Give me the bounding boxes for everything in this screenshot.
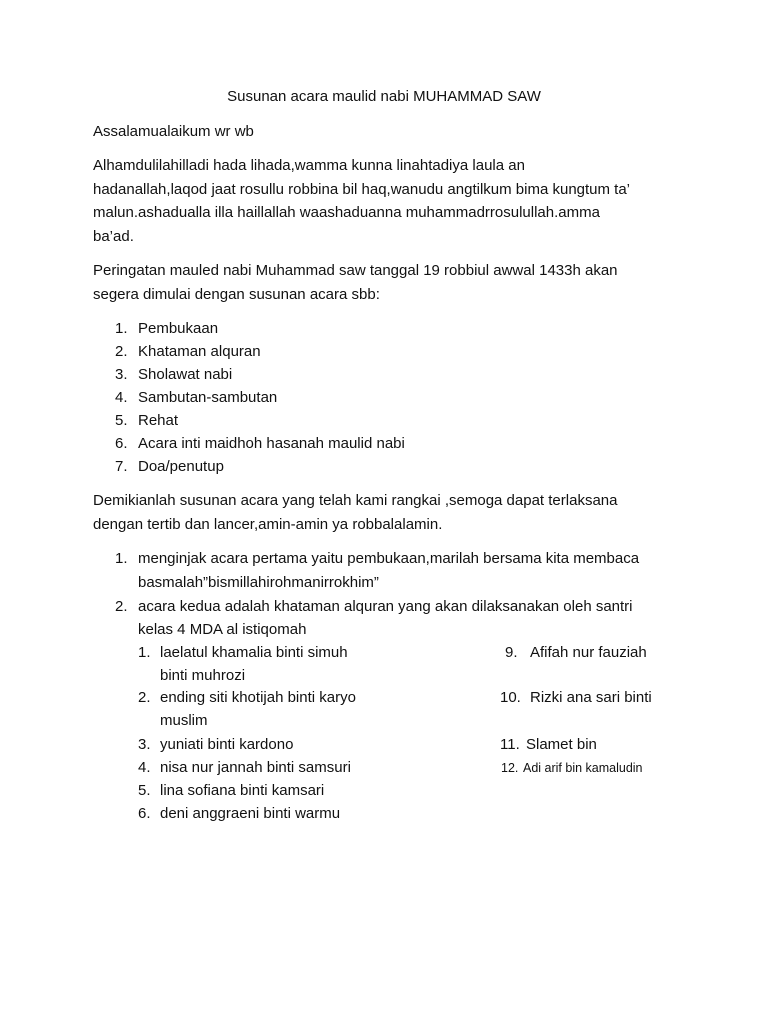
santri-number: 4.: [138, 759, 151, 776]
santri-number: 1.: [138, 644, 151, 661]
agenda-item: Sambutan-sambutan: [138, 389, 278, 406]
santri-name: yuniati binti kardono: [160, 736, 294, 753]
santri-number: 5.: [138, 782, 151, 799]
greeting: Assalamualaikum wr wb: [93, 123, 254, 140]
agenda-number: 3.: [115, 366, 128, 383]
agenda-number: 6.: [115, 435, 128, 452]
santri-number: 9.: [505, 644, 518, 661]
agenda-item: Doa/penutup: [138, 458, 224, 475]
detail-number: 1.: [115, 550, 128, 567]
santri-name: Adi arif bin kamaludin: [523, 761, 643, 775]
agenda-number: 5.: [115, 412, 128, 429]
santri-name: muslim: [160, 712, 208, 729]
agenda-item: Acara inti maidhoh hasanah maulid nabi: [138, 435, 405, 452]
santri-name: nisa nur jannah binti samsuri: [160, 759, 351, 776]
agenda-item: Khataman alquran: [138, 343, 261, 360]
agenda-item: Pembukaan: [138, 320, 219, 337]
santri-number: 12.: [501, 761, 519, 775]
detail-line: menginjak acara pertama yaitu pembukaan,marilah bersama kita membaca: [138, 550, 640, 567]
detail-number: 2.: [115, 598, 128, 615]
santri-number: 3.: [138, 736, 151, 753]
santri-number: 11.: [500, 736, 520, 753]
detail-line: kelas 4 MDA al istiqomah: [138, 621, 307, 638]
santri-name: deni anggraeni binti warmu: [160, 805, 341, 822]
santri-name: Afifah nur fauziah: [530, 644, 647, 661]
santri-number: 10.: [500, 689, 521, 706]
santri-number: 2.: [138, 689, 151, 706]
santri-name: ending siti khotijah binti karyo: [160, 689, 356, 706]
intro-line: segera dimulai dengan susunan acara sbb:: [93, 286, 380, 303]
document-title: Susunan acara maulid nabi MUHAMMAD SAW: [227, 88, 541, 105]
agenda-item: Rehat: [138, 412, 179, 429]
detail-line: acara kedua adalah khataman alquran yang akan dilaksanakan oleh santri: [138, 598, 633, 615]
intro-line: Peringatan mauled nabi Muhammad saw tanggal 19 robbiul awwal 1433h akan: [93, 262, 618, 279]
agenda-number: 2.: [115, 343, 128, 360]
santri-name: lina sofiana binti kamsari: [160, 782, 325, 799]
agenda-number: 1.: [115, 320, 128, 337]
closing-line: Demikianlah susunan acara yang telah kami rangkai ,semoga dapat terlaksana: [93, 492, 618, 509]
santri-name: Rizki ana sari binti: [530, 689, 652, 706]
opening-line: Alhamdulilahilladi hada lihada,wamma kunna linahtadiya laula an: [93, 157, 525, 174]
santri-name: laelatul khamalia binti simuh: [160, 644, 348, 661]
santri-name: binti muhrozi: [160, 667, 246, 684]
detail-line: basmalah”bismillahirohmanirrokhim”: [138, 574, 379, 591]
santri-number: 6.: [138, 805, 151, 822]
agenda-number: 4.: [115, 389, 128, 406]
opening-line: malun.ashadualla illa haillallah waashaduanna muhammadrrosulullah.amma: [93, 204, 600, 221]
santri-name: Slamet bin: [526, 736, 597, 753]
opening-line: ba’ad.: [93, 228, 134, 245]
agenda-number: 7.: [115, 458, 128, 475]
agenda-item: Sholawat nabi: [138, 366, 233, 383]
closing-line: dengan tertib dan lancer,amin-amin ya robbalalamin.: [93, 516, 443, 533]
opening-line: hadanallah,laqod jaat rosullu robbina bil haq,wanudu angtilkum bima kungtum ta’: [93, 181, 631, 198]
